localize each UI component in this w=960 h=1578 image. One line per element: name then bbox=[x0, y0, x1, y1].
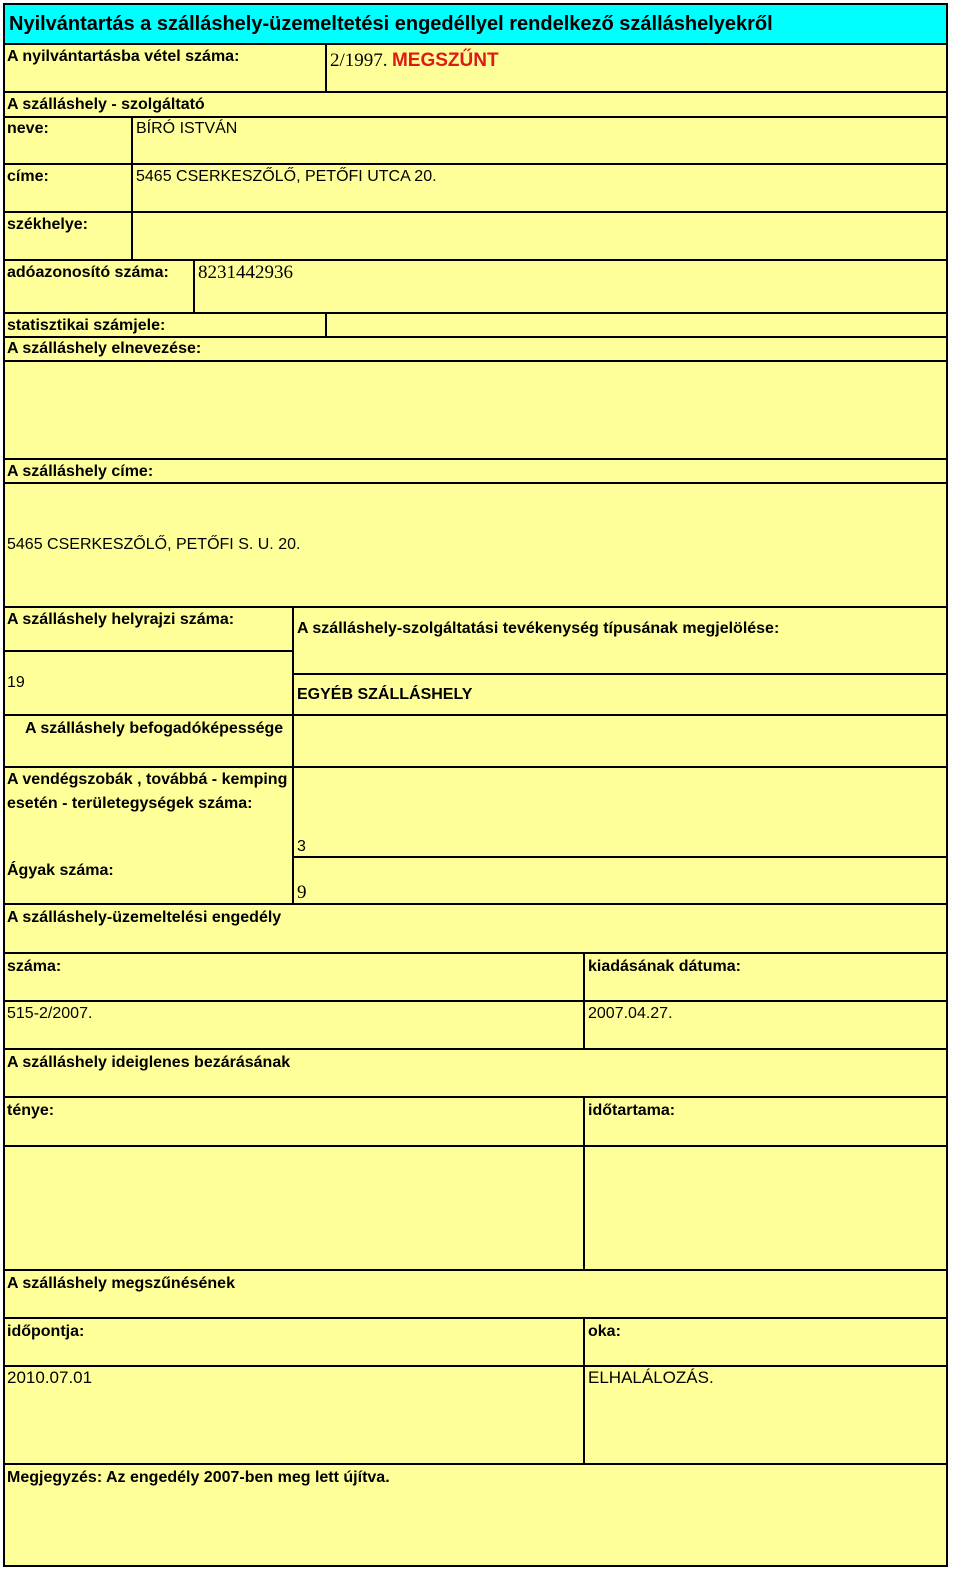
provider-name: BÍRÓ ISTVÁN bbox=[136, 120, 238, 137]
license-date-label: kiadásának dátuma: bbox=[588, 958, 741, 975]
divider bbox=[5, 336, 946, 338]
divider bbox=[5, 766, 946, 768]
divider bbox=[5, 1365, 946, 1367]
divider bbox=[5, 482, 946, 484]
divider bbox=[5, 1317, 946, 1319]
divider bbox=[5, 458, 946, 460]
termination-reason-label: oka: bbox=[588, 1323, 621, 1340]
license-date: 2007.04.27. bbox=[588, 1005, 673, 1022]
divider bbox=[5, 650, 292, 652]
registration-number: 2/1997. bbox=[330, 50, 388, 71]
parcel-label: A szálláshely helyrajzi száma: bbox=[7, 611, 235, 628]
registry-form bbox=[3, 3, 948, 1567]
service-type: EGYÉB SZÁLLÁSHELY bbox=[297, 686, 473, 703]
divider bbox=[5, 312, 946, 314]
divider bbox=[5, 1048, 946, 1050]
divider bbox=[5, 1000, 946, 1002]
divider bbox=[325, 45, 327, 91]
rooms-count: 3 bbox=[297, 838, 306, 855]
divider bbox=[5, 714, 946, 716]
closure-section-label: A szálláshely ideiglenes bezárásának bbox=[7, 1054, 291, 1071]
divider bbox=[5, 1145, 946, 1147]
beds-label: Ágyak száma: bbox=[7, 862, 114, 879]
divider bbox=[5, 211, 946, 213]
divider bbox=[5, 360, 946, 362]
note: Megjegyzés: Az engedély 2007-ben meg lett újítva. bbox=[7, 1469, 390, 1486]
provider-address-label: címe: bbox=[7, 168, 49, 185]
provider-tax-label: adóazonosító száma: bbox=[7, 264, 169, 281]
divider bbox=[5, 606, 946, 608]
divider bbox=[5, 116, 946, 118]
provider-section-label: A szálláshely - szolgáltató bbox=[7, 96, 205, 113]
divider bbox=[131, 116, 133, 259]
termination-date-label: időpontja: bbox=[7, 1323, 85, 1340]
termination-reason: ELHALÁLOZÁS. bbox=[588, 1368, 714, 1387]
capacity-section-label: A szálláshely befogadóképessége bbox=[25, 720, 284, 737]
accommodation-address: 5465 CSERKESZŐLŐ, PETŐFI S. U. 20. bbox=[7, 536, 301, 553]
divider bbox=[5, 91, 946, 93]
license-section-label: A szálláshely-üzemeltelési engedély bbox=[7, 909, 282, 926]
termination-date: 2010.07.01 bbox=[7, 1368, 93, 1387]
divider bbox=[5, 1463, 946, 1465]
status-badge: MEGSZŰNT bbox=[391, 50, 499, 71]
parcel-number: 19 bbox=[7, 674, 25, 691]
page-title: Nyilvántartás a szálláshely-üzemeltetési engedéllyel rendelkező szálláshelyekről bbox=[5, 5, 946, 45]
divider bbox=[292, 606, 294, 903]
divider bbox=[583, 1317, 585, 1463]
provider-address: 5465 CSERKESZŐLŐ, PETŐFI UTCA 20. bbox=[136, 168, 437, 185]
termination-section-label: A szálláshely megszűnésének bbox=[7, 1275, 235, 1292]
accommodation-name-label: A szálláshely elnevezése: bbox=[7, 340, 202, 357]
rooms-label-line-1: A vendégszobák , továbbá - kemping bbox=[7, 771, 288, 788]
license-number: 515-2/2007. bbox=[7, 1005, 93, 1022]
divider bbox=[5, 952, 946, 954]
divider bbox=[583, 1096, 585, 1269]
rooms-label-line-2: esetén - területegységek száma: bbox=[7, 795, 253, 812]
registration-label: A nyilvántartásba vétel száma: bbox=[7, 48, 240, 65]
divider bbox=[325, 312, 327, 336]
provider-tax-id: 8231442936 bbox=[198, 262, 293, 283]
divider bbox=[5, 259, 946, 261]
divider bbox=[292, 673, 946, 675]
beds-count: 9 bbox=[297, 882, 307, 903]
provider-name-label: neve: bbox=[7, 120, 49, 137]
divider bbox=[193, 259, 195, 312]
service-type-label: A szálláshely-szolgáltatási tevékenység típusának megjelölése: bbox=[297, 620, 780, 637]
provider-seat-label: székhelye: bbox=[7, 216, 88, 233]
closure-duration-label: időtartama: bbox=[588, 1102, 676, 1119]
divider bbox=[5, 1096, 946, 1098]
registration-value bbox=[330, 51, 499, 72]
accommodation-address-label: A szálláshely címe: bbox=[7, 463, 154, 480]
provider-stat-label: statisztikai számjele: bbox=[7, 317, 166, 334]
divider bbox=[5, 1269, 946, 1271]
divider bbox=[5, 903, 946, 905]
divider bbox=[292, 856, 946, 858]
closure-fact-label: ténye: bbox=[7, 1102, 55, 1119]
divider bbox=[583, 952, 585, 1048]
license-number-label: száma: bbox=[7, 958, 62, 975]
divider bbox=[5, 163, 946, 165]
